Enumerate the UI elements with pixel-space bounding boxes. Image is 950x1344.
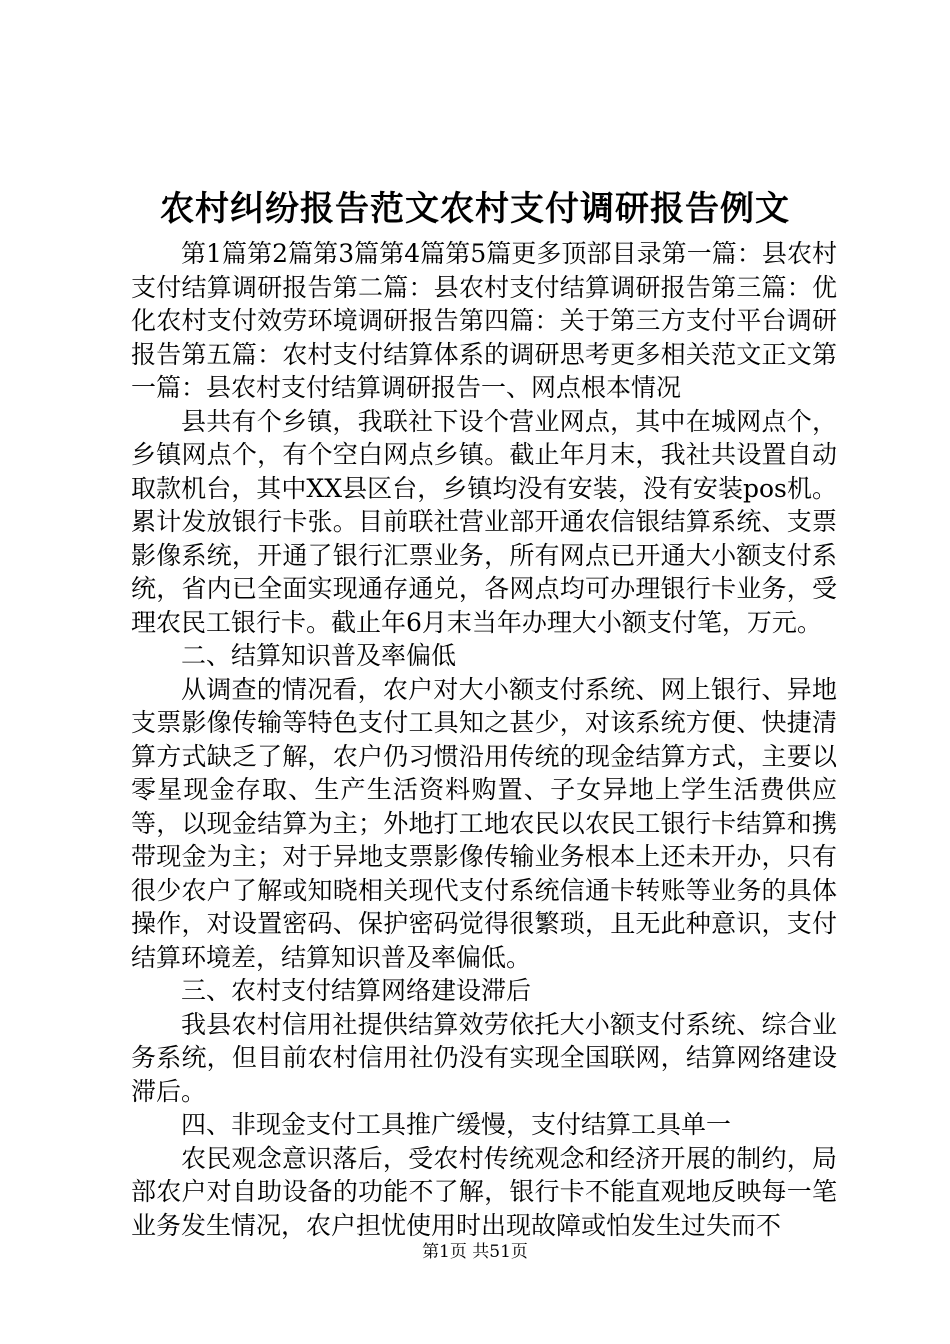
paragraph-noncash-tools: 农民观念意识落后，受农村传统观念和经济开展的制约，局部农户对自助设备的功能不了解，银行卡不能直观地反映每一笔业务发生情况，农户担忧使用时出现故障或怕发生过失而不	[131, 1143, 837, 1240]
document-body	[131, 237, 837, 1242]
paragraph-network-construction: 我县农村信用社提供结算效劳依托大小额支付系统、综合业务系统，但目前农村信用社仍没有实现全国联网，结算网络建设滞后。	[131, 1009, 837, 1106]
paragraph-network-overview: 县共有个乡镇，我联社下设个营业网点，其中在城网点个，乡镇网点个，有个空白网点乡镇。截止年月末，我社共设置自动取款机台，其中XX县区台，乡镇均没有安装，没有安装pos机。累计发放银行卡张。目前联社营业部开通农信银结算系统、支票影像系统，开通了银行汇票业务，所有网点已开通大小额支付系统，省内已全面实现通存通兑，各网点均可办理银行卡业务，受理农民工银行卡。截止年6月末当年办理大小额支付笔，万元。	[131, 406, 837, 637]
paragraph-knowledge: 从调查的情况看，农户对大小额支付系统、网上银行、异地支票影像传输等特色支付工具知之甚少，对该系统方便、快捷清算方式缺乏了解，农户仍习惯沿用传统的现金结算方式，主要以零星现金存取、生产生活资料购置、子女异地上学生活费供应等，以现金结算为主；外地打工地农民以农民工银行卡结算和携带现金为主；对于异地支票影像传输业务根本上还未开办，只有很少农户了解或知晓相关现代支付系统信通卡转账等业务的具体操作，对设置密码、保护密码觉得很繁琐，且无此种意识，支付结算环境差，结算知识普及率偏低。	[131, 674, 837, 972]
page-footer: 第1页 共51页	[422, 1242, 528, 1262]
document-title: 农村纠纷报告范文农村支付调研报告例文	[160, 189, 790, 229]
section-heading-4: 四、非现金支付工具推广缓慢，支付结算工具单一	[181, 1110, 732, 1139]
section-heading-3: 三、农村支付结算网络建设滞后	[181, 976, 532, 1005]
section-heading-2: 二、结算知识普及率偏低	[181, 641, 457, 670]
paragraph-toc-intro: 第1篇第2篇第3篇第4篇第5篇更多顶部目录第一篇：县农村支付结算调研报告第二篇：县农村支付结算调研报告第三篇：优化农村支付效劳环境调研报告第四篇：关于第三方支付平台调研报告第五篇：农村支付结算体系的调研思考更多相关范文正文第一篇：县农村支付结算调研报告一、网点根本情况	[131, 239, 837, 402]
